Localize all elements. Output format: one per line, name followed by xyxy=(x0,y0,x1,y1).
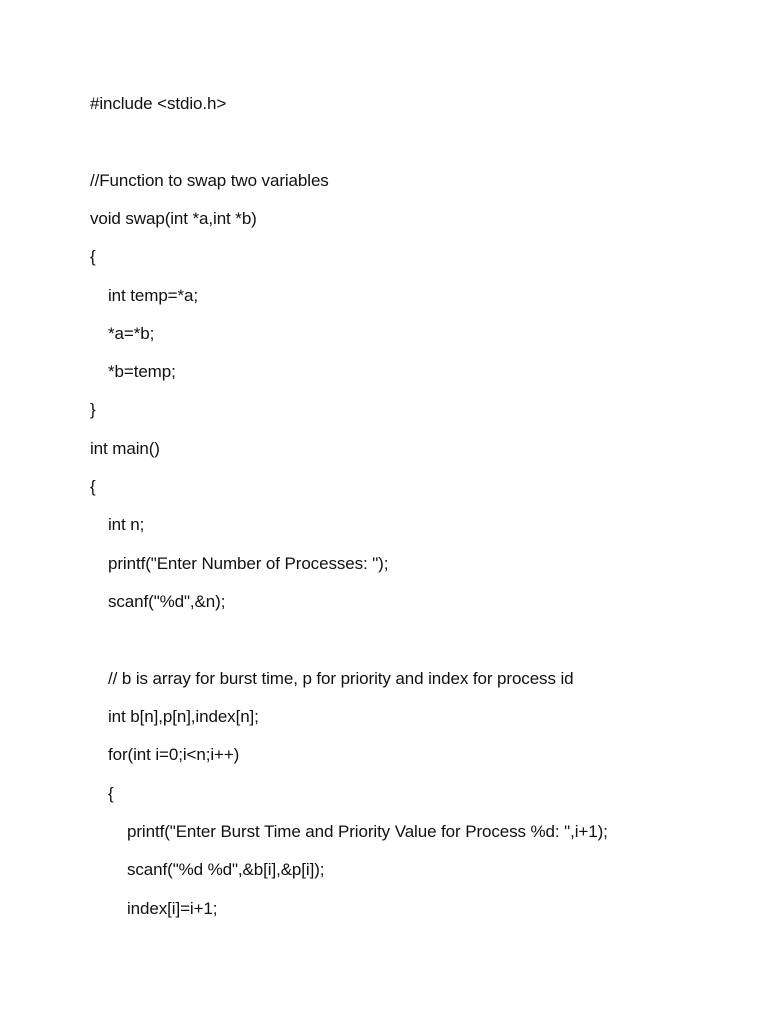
code-line-for-open-brace: { xyxy=(108,784,114,803)
code-line-printf-burst: printf("Enter Burst Time and Priority Value for Process %d: ",i+1); xyxy=(127,822,608,841)
code-line-comment-swap: //Function to swap two variables xyxy=(90,171,329,190)
code-line-array-decl: int b[n],p[n],index[n]; xyxy=(108,707,259,726)
code-line-swap-open-brace: { xyxy=(90,247,96,266)
code-line-scanf-n: scanf("%d",&n); xyxy=(108,592,226,611)
code-line-swap-close-brace: } xyxy=(90,400,96,419)
code-line-main-signature: int main() xyxy=(90,439,160,458)
code-line-scanf-burst: scanf("%d %d",&b[i],&p[i]); xyxy=(127,860,325,879)
code-line-temp: int temp=*a; xyxy=(108,286,198,305)
code-line-include: #include <stdio.h> xyxy=(90,94,227,113)
code-line-comment-arrays: // b is array for burst time, p for priority and index for process id xyxy=(108,669,574,688)
code-line-main-open-brace: { xyxy=(90,477,96,496)
code-line-swap-signature: void swap(int *a,int *b) xyxy=(90,209,257,228)
code-line-int-n: int n; xyxy=(108,515,145,534)
code-line-for-loop: for(int i=0;i<n;i++) xyxy=(108,745,240,764)
code-line-index-assign: index[i]=i+1; xyxy=(127,899,218,918)
code-line-assign-a: *a=*b; xyxy=(108,324,155,343)
code-line-printf-processes: printf("Enter Number of Processes: "); xyxy=(108,554,389,573)
code-line-assign-b: *b=temp; xyxy=(108,362,176,381)
